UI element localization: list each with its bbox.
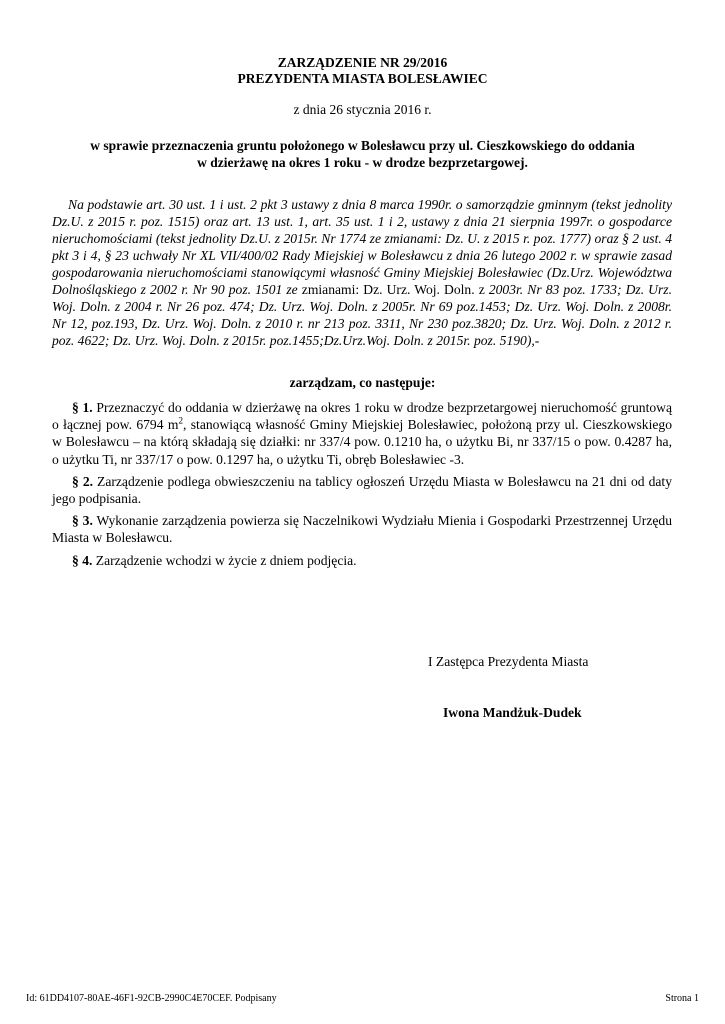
document-subject [50,137,675,171]
title-line-2: PREZYDENTA MIASTA BOLESŁAWIEC [237,71,488,86]
footer-page-number: Strona 1 [665,993,699,1004]
paragraphs [52,399,672,574]
paragraph-2 [52,473,672,507]
decree-intro: zarządzam, co następuje: [289,375,436,390]
signatory-role: I Zastępca Prezydenta Miasta [428,654,589,669]
title-line-1: ZARZĄDZENIE NR 29/2016 [277,55,448,70]
paragraph-1-text-a: Przeznaczyć do oddania w dzierżawę na okres 1 roku w drodze bezprzetargowej nieruchomość gruntową o łącznej pow. 6794 m [52,400,672,433]
paragraph-4-number: § 4. [72,552,93,568]
signatory-name: Iwona Mandżuk-Dudek [443,705,582,720]
document-title [0,55,725,87]
paragraph-3 [52,512,672,546]
document-date: z dnia 26 stycznia 2016 r. [293,102,432,117]
paragraph-1-text-b: , stanowiącą własność Gminy Miejskiej Bolesławiec, położoną przy ul. Cieszkowskiego w Bolesławcu – na którą składają się działki: nr 337/4 pow. 0.1210 ha, o użytku Bi, nr 337/15 o pow. 0.4287 ha, o użytku Ti, nr 337/17 o pow. 0.1297 ha, o użytku Ti, obręb Bolesławiec -3. [52,417,672,467]
legal-basis-italic: Na podstawie art. 30 ust. 1 i ust. 2 pkt 3 ustawy z dnia 8 marca 1990r. o samorządzie gminnym (tekst jednolity Dz.U. z 2015 r. poz. 1515) oraz art. 13 ust. 1, art. 35 ust. 1 i 2, ustawy z dnia 21 sierpnia 1997r. o gospodarce nieruchomościami (tekst jednolity Dz.U. z 2015r. Nr 1774 ze zmianami: Dz. U. z 2015 r. poz. 1777) oraz § 2 ust. 4 pkt 3 i 4, § 23 uchwały Nr XL VII/400/02 Rady Miejskiej w Bolesławcu z dnia 26 lutego 2002 r. w sprawie zasad gospodarowania nieruchomościami stanowiącymi własność Gminy Miejskiej Bolesławiec (Dz.Urz. Województwa Dolnośląskiego z 2002 r. Nr 90 poz. 1501 ze [52,197,672,297]
paragraph-3-text: Wykonanie zarządzenia powierza się Naczelnikowi Wydziału Mienia i Gospodarki Przestrzennej Urzędu Miasta w Bolesławcu. [52,513,672,546]
paragraph-2-number: § 2. [72,473,94,489]
subject-line-2: w dzierżawę na okres 1 roku - w drodze bezprzetargowej. [197,155,528,170]
footer-document-id: Id: 61DD4107-80AE-46F1-92CB-2990C4E70CEF. Podpisany [26,993,277,1004]
paragraph-3-number: § 3. [72,513,93,529]
paragraph-1-number: § 1. [72,400,93,415]
legal-basis-roman: zmianami: Dz. Urz. Woj. Doln. z [297,282,485,297]
paragraph-4 [52,552,672,569]
paragraph-1 [52,399,672,468]
paragraph-1-superscript: 2 [178,415,183,426]
paragraph-2-text: Zarządzenie podlega obwieszczeniu na tablicy ogłoszeń Urzędu Miasta w Bolesławcu na 21 dni od daty jego podpisania. [52,473,672,507]
legal-basis-italic-tail: 2003r. Nr 83 poz. 1733; Dz. Urz. Woj. Doln. z 2004 r. Nr 26 poz. 474; Dz. Urz. Woj. Doln. z 2005r. Nr 69 poz.1453; Dz. Urz. Woj. Doln. z 2008r. Nr 12, poz.193, Dz. Urz. Woj. Doln. z 2010 r. nr 213 poz. 3311, Nr 230 poz.3820; Dz. Urz. Woj. Doln. z 2012 r. poz. 4622; Dz. Urz. Woj. Doln. z 2015r. poz.1455;Dz.Urz.Woj. Doln. z 2015r. poz. 5190),- [52,282,672,348]
legal-basis [52,196,672,349]
paragraph-4-text: Zarządzenie wchodzi w życie z dniem podjęcia. [92,552,357,568]
subject-line-1: w sprawie przeznaczenia gruntu położonego w Bolesławcu przy ul. Cieszkowskiego do oddania [90,138,635,153]
